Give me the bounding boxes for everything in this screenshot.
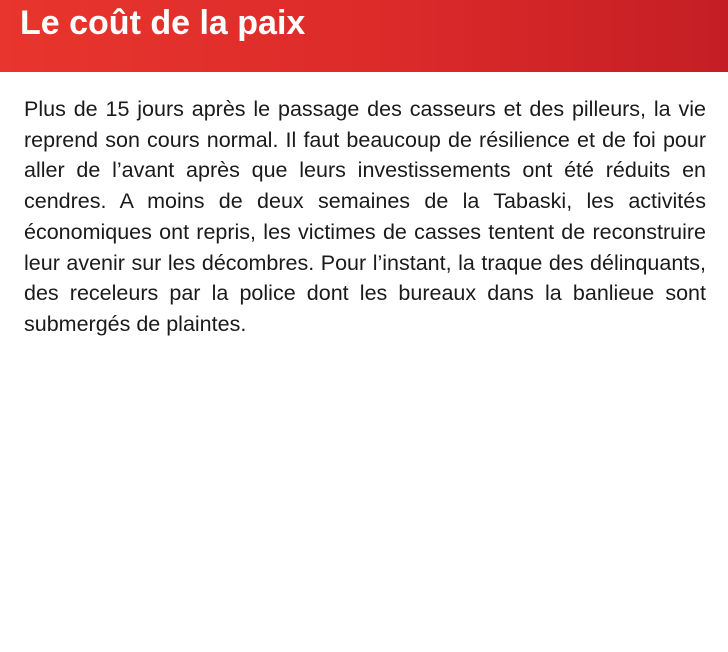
title-banner [0, 0, 728, 72]
article-body: Plus de 15 jours après le passage des casseurs et des pilleurs, la vie reprend son cours normal. Il faut beaucoup de résilience et de foi pour aller de l’avant après que leurs investissements ont été réduits en cendres. A moins de deux semaines de la Tabaski, les activités économiques ont repris, les victimes de casses tentent de reconstruire leur avenir sur les décombres. Pour l’instant, la traque des délinquants, des receleurs par la police dont les bureaux dans la banlieue sont submergés de plaintes. [24, 97, 706, 336]
article-title: Le coût de la paix [20, 4, 306, 42]
